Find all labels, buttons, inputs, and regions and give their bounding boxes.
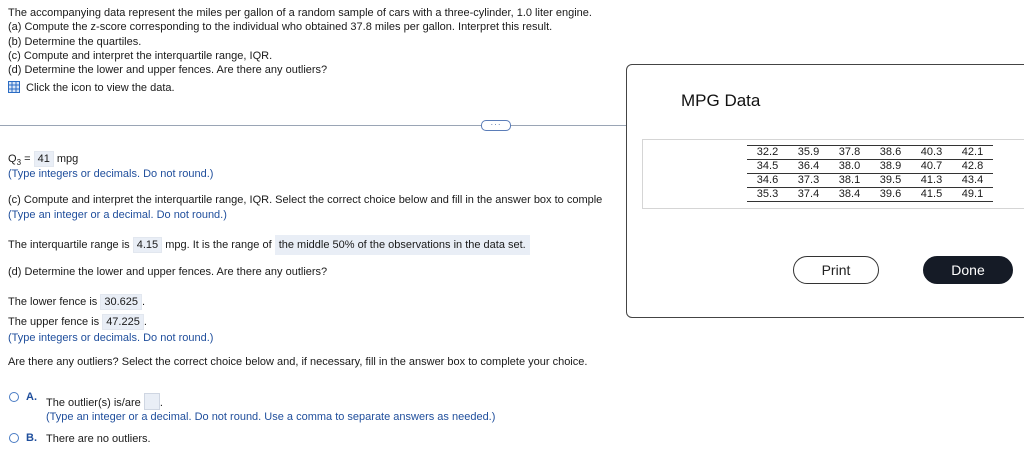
- table-cell: 36.4: [788, 160, 829, 174]
- q3-label: Q: [8, 153, 17, 165]
- table-cell: 41.5: [911, 188, 952, 202]
- print-button[interactable]: Print: [793, 256, 879, 284]
- choice-b-letter: B.: [26, 432, 37, 444]
- view-data-label[interactable]: Click the icon to view the data.: [26, 82, 175, 94]
- mpg-data-dialog: [626, 64, 1024, 318]
- table-cell: 41.3: [911, 174, 952, 188]
- choice-b-radio[interactable]: [9, 433, 19, 443]
- table-cell: 35.3: [747, 188, 788, 202]
- iqr-prefix: The interquartile range is: [8, 239, 130, 251]
- table-cell: 37.4: [788, 188, 829, 202]
- upper-fence-prefix: The upper fence is: [8, 316, 100, 328]
- table-cell: 39.6: [870, 188, 911, 202]
- table-cell: 37.8: [829, 146, 870, 160]
- table-cell: 39.5: [870, 174, 911, 188]
- lower-fence-answer-box[interactable]: 30.625: [100, 294, 142, 310]
- upper-fence-answer-box[interactable]: 47.225: [102, 314, 144, 330]
- part-d-prompt: (d) Determine the lower and upper fences. Are there any outliers?: [8, 266, 328, 278]
- done-button[interactable]: Done: [923, 256, 1013, 284]
- table-cell: 40.3: [911, 146, 952, 160]
- part-c-hint: (Type an integer or a decimal. Do not round.): [8, 209, 227, 221]
- problem-part-a: (a) Compute the z-score corresponding to the individual who obtained 37.8 miles per gallon. Interpret this result.: [8, 21, 553, 33]
- q3-hint: (Type integers or decimals. Do not round.): [8, 168, 214, 180]
- upper-fence-period: .: [143, 316, 147, 328]
- q3-subscript: 3: [16, 158, 22, 168]
- q3-unit: mpg: [56, 153, 79, 165]
- upper-fence-line: [8, 314, 147, 330]
- table-cell: 35.9: [788, 146, 829, 160]
- q3-equals: =: [24, 153, 31, 165]
- outlier-question: Are there any outliers? Select the correct choice below and, if necessary, fill in the answer box to complete your choice.: [8, 356, 588, 368]
- iqr-answer-box[interactable]: 4.15: [133, 237, 162, 253]
- table-cell: 49.1: [952, 188, 993, 202]
- table-cell: 37.3: [788, 174, 829, 188]
- table-cell: 38.0: [829, 160, 870, 174]
- fence-hint: (Type integers or decimals. Do not round.): [8, 332, 214, 344]
- problem-part-d: (d) Determine the lower and upper fences. Are there any outliers?: [8, 64, 328, 76]
- table-row: [747, 188, 993, 202]
- view-data-link[interactable]: [8, 81, 175, 94]
- table-cell: 34.5: [747, 160, 788, 174]
- show-more-button[interactable]: ···: [481, 120, 511, 131]
- table-cell: 42.8: [952, 160, 993, 174]
- lower-fence-prefix: The lower fence is: [8, 296, 98, 308]
- part-c-prompt: (c) Compute and interpret the interquartile range, IQR. Select the correct choice below and fill in the answer box to comple: [8, 194, 603, 206]
- lower-fence-line: [8, 294, 145, 310]
- choice-a-radio[interactable]: [9, 392, 19, 402]
- q3-answer-line: [8, 151, 78, 167]
- iqr-answer-line: [8, 237, 530, 253]
- problem-part-c: (c) Compute and interpret the interquartile range, IQR.: [8, 50, 273, 62]
- problem-intro: The accompanying data represent the miles per gallon of a random sample of cars with a three-cylinder, 1.0 liter engine.: [8, 7, 592, 19]
- section-divider: [0, 125, 626, 126]
- table-cell: 38.4: [829, 188, 870, 202]
- table-cell: 32.2: [747, 146, 788, 160]
- choice-a-text: The outlier(s) is/are: [46, 397, 141, 409]
- table-row: [747, 160, 993, 174]
- table-cell: 38.9: [870, 160, 911, 174]
- table-cell: 38.6: [870, 146, 911, 160]
- choice-a-period: .: [159, 397, 163, 409]
- table-cell: 42.1: [952, 146, 993, 160]
- data-table-container: [642, 139, 1024, 209]
- problem-part-b: (b) Determine the quartiles.: [8, 36, 142, 48]
- dialog-title: MPG Data: [681, 91, 761, 110]
- mpg-data-table: [747, 145, 993, 202]
- table-row: [747, 174, 993, 188]
- outlier-answer-box[interactable]: [144, 393, 160, 410]
- table-cell: 34.6: [747, 174, 788, 188]
- table-cell: 40.7: [911, 160, 952, 174]
- iqr-mid-text: mpg. It is the range of: [165, 239, 272, 251]
- table-cell: 38.1: [829, 174, 870, 188]
- iqr-interpretation-select[interactable]: the middle 50% of the observations in the data set.: [275, 235, 530, 255]
- table-row: [747, 146, 993, 160]
- choice-b-text: There are no outliers.: [46, 433, 151, 445]
- data-table-icon[interactable]: [8, 81, 20, 93]
- choice-a-hint: (Type an integer or a decimal. Do not round. Use a comma to separate answers as needed.): [46, 411, 496, 423]
- lower-fence-period: .: [141, 296, 146, 308]
- q3-answer-box[interactable]: 41: [34, 151, 54, 167]
- choice-a-line: [46, 393, 163, 410]
- choice-a-letter: A.: [26, 391, 37, 403]
- table-cell: 43.4: [952, 174, 993, 188]
